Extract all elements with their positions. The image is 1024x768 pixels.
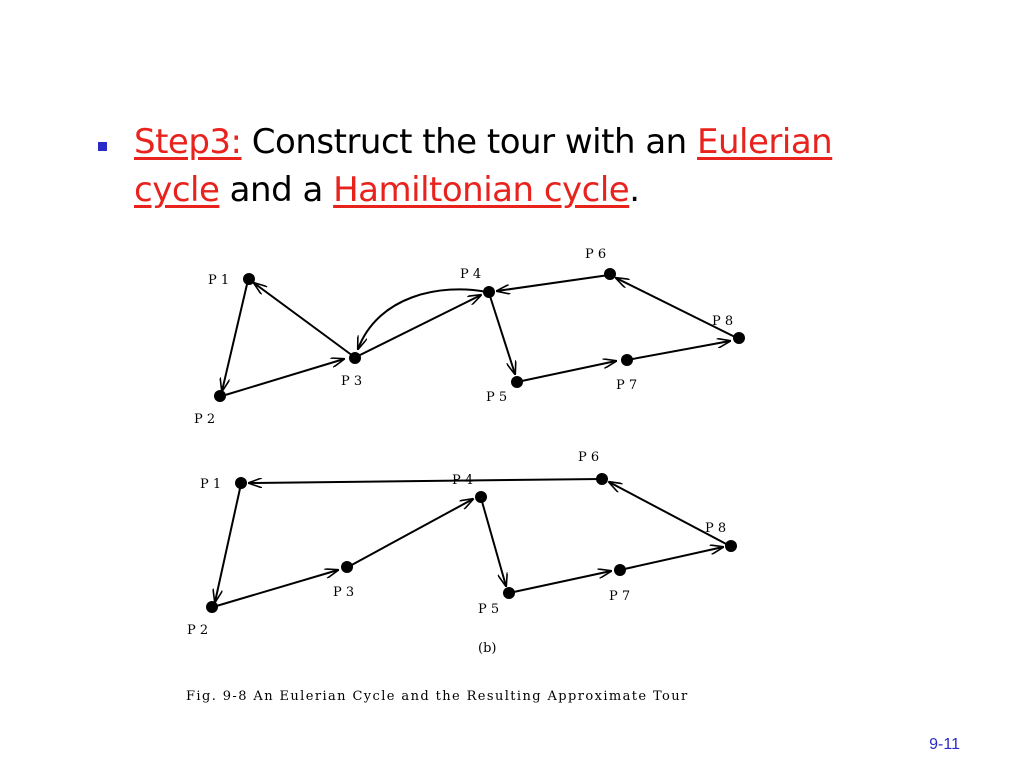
eulerian-graph-labels: [194, 247, 733, 427]
node-a-p8: [733, 332, 745, 344]
edge-a-p4-p5: [489, 293, 515, 374]
label-b-p8: P 8: [705, 521, 727, 536]
hamiltonian-graph-nodes: [206, 473, 737, 613]
term-eulerian-cycle: Eulerian cycle: [134, 122, 833, 210]
label-b-p7: P 7: [609, 589, 631, 604]
node-a-p5: [511, 376, 523, 388]
node-b-p1: [235, 477, 247, 489]
text-part-2: and a: [219, 170, 334, 210]
label-a-p7: P 7: [616, 378, 638, 393]
node-b-p3: [341, 561, 353, 573]
node-a-p1: [243, 273, 255, 285]
node-b-p8: [725, 540, 737, 552]
term-hamiltonian-cycle: Hamiltonian cycle: [333, 170, 630, 210]
hamiltonian-graph-labels: [187, 450, 726, 638]
label-b-p3: P 3: [333, 585, 355, 600]
node-a-p2: [214, 390, 226, 402]
label-b-p5: P 5: [478, 602, 500, 617]
edge-a-p7-p8: [627, 341, 730, 360]
edge-b-p4-p5: [481, 498, 506, 586]
node-a-p6: [604, 268, 616, 280]
edge-b-p2-p3: [213, 570, 338, 607]
text-part-3: .: [629, 170, 640, 210]
edge-a-p3-p4: [356, 295, 481, 357]
node-b-p5: [503, 587, 515, 599]
label-a-p4: P 4: [460, 267, 482, 282]
label-b-p1: P 1: [200, 477, 222, 492]
label-b-p4: P 4: [452, 473, 474, 488]
edge-b-p8-p6: [609, 482, 730, 546]
edge-b-p7-p8: [620, 547, 723, 570]
eulerian-graph-nodes: [214, 268, 745, 402]
step-label: Step3:: [134, 122, 242, 162]
edge-a-p3-p1: [254, 283, 353, 356]
node-a-p3: [349, 352, 361, 364]
label-a-p1: P 1: [208, 273, 230, 288]
node-a-p4: [483, 286, 495, 298]
label-a-p2: P 2: [194, 412, 216, 427]
node-b-p7: [614, 564, 626, 576]
edge-a-p1-p2: [222, 280, 248, 391]
text-part-1: Construct the tour with an: [241, 122, 698, 162]
node-b-p6: [596, 473, 608, 485]
label-a-p3: P 3: [341, 374, 363, 389]
node-b-p2: [206, 601, 218, 613]
figure-caption: Fig. 9-8 An Eulerian Cycle and the Resulting Approximate Tour: [186, 689, 689, 704]
edge-b-p6-p1: [249, 479, 601, 483]
edge-b-p1-p2: [215, 484, 241, 602]
edge-a-p4-p3-curve: [358, 289, 487, 349]
label-b-p6: P 6: [578, 450, 600, 465]
edge-a-p8-p6: [616, 278, 737, 338]
eulerian-graph: [222, 275, 737, 396]
edge-b-p5-p7: [509, 571, 611, 593]
edge-b-p3-p4: [348, 499, 473, 567]
label-a-p5: P 5: [486, 390, 508, 405]
page-number: 9-11: [929, 736, 960, 753]
label-a-p8: P 8: [712, 314, 734, 329]
label-a-p6: P 6: [585, 247, 607, 262]
hamiltonian-graph: [213, 479, 730, 607]
subfigure-label: (b): [478, 641, 497, 656]
label-b-p2: P 2: [187, 623, 209, 638]
node-a-p7: [621, 354, 633, 366]
edge-a-p6-p4: [497, 275, 609, 291]
edge-a-p5-p7: [517, 361, 616, 382]
edge-a-p2-p3: [222, 359, 344, 396]
node-b-p4: [475, 491, 487, 503]
